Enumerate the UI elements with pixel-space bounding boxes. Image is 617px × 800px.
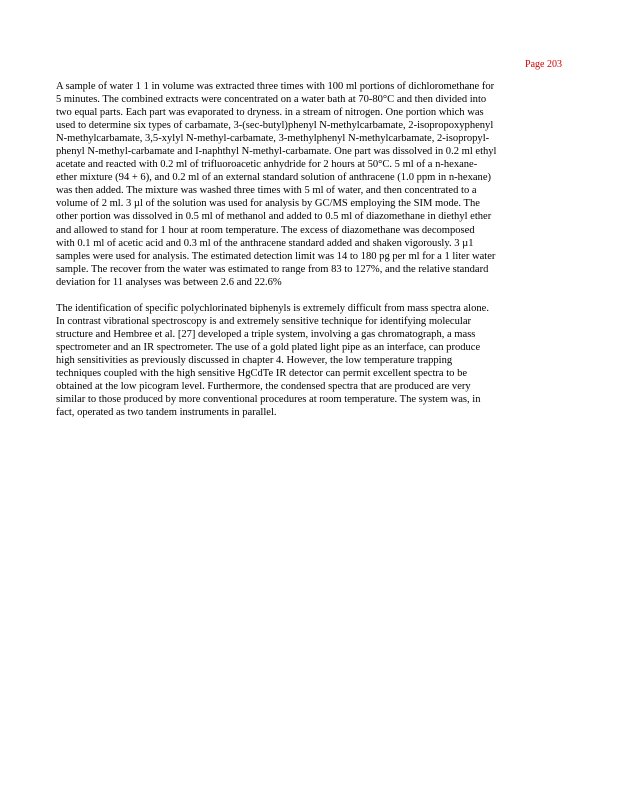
text-line: In contrast vibrational spectroscopy is and extremely sensitive technique for identifying molecular — [56, 315, 472, 327]
text-line: N-methylcarbamate, 3,5-xylyl N-methyl-carbamate, 3-methylphenyl N-methylcarbamate, 2-isopropyl- — [56, 133, 490, 145]
text-line: fact, operated as two tandem instruments in parallel. — [56, 407, 277, 419]
text-line: ether mixture (94 + 6), and 0.2 ml of an external standard solution of anthracene (1.0 ppm in n-hexane) — [56, 172, 492, 184]
text-line: deviation for 11 analyses was between 2.6 and 22.6% — [56, 276, 282, 288]
body-text — [56, 80, 568, 432]
text-line: two equal parts. Each part was evaporated to dryness. in a stream of nitrogen. One portion which was — [56, 107, 484, 119]
paragraph-pcb-identification — [56, 302, 568, 419]
text-line: The identification of specific polychlorinated biphenyls is extremely difficult from mass spectra alone. — [56, 302, 489, 314]
text-line: other portion was dissolved in 0.5 ml of methanol and added to 0.5 ml of diazomethane in diethyl ether — [56, 211, 492, 223]
text-line: techniques coupled with the high sensitive HgCdTe IR detector can permit excellent spectra to be — [56, 367, 468, 379]
text-line: structure and Hembree et al. [27] developed a triple system, involving a gas chromatograph, a mass — [56, 328, 476, 340]
text-line: spectrometer and an IR spectrometer. The use of a gold plated light pipe as an interface, can produce — [56, 341, 481, 353]
text-line: samples were used for analysis. The estimated detection limit was 14 to 180 pg per ml for a 1 liter water — [56, 250, 496, 262]
text-line: with 0.1 ml of acetic acid and 0.3 ml of the anthracene standard added and shaken vigorously. 3 µ1 — [56, 237, 474, 249]
text-line: 5 minutes. The combined extracts were concentrated on a water bath at 70-80°C and then divided into — [56, 94, 487, 106]
text-line: obtained at the low picogram level. Furthermore, the condensed spectra that are produced are very — [56, 381, 471, 393]
text-line: and allowed to stand for 1 hour at room temperature. The excess of diazomethane was decomposed — [56, 224, 475, 236]
text-line: phenyl N-methyl-carbamate and I-naphthyl N-methyl-carbamate. One part was dissolved in 0.2 ml ethyl — [56, 146, 497, 158]
page-number: Page 203 — [525, 59, 562, 70]
paragraph-carbamate-analysis — [56, 80, 568, 289]
text-line: A sample of water 1 1 in volume was extracted three times with 100 ml portions of dichloromethane for — [56, 81, 495, 92]
text-line: sample. The recover from the water was estimated to range from 83 to 127%, and the relative standard — [56, 263, 489, 275]
text-line: was then added. The mixture was washed three times with 5 ml of water, and then concentrated to a — [56, 185, 477, 197]
text-line: high sensitivities as previously discussed in chapter 4. However, the low temperature trapping — [56, 354, 453, 366]
text-line: similar to those produced by more conventional procedures at room temperature. The system was, in — [56, 394, 481, 406]
text-line: acetate and reacted with 0.2 ml of trifluoroacetic anhydride for 2 hours at 50°C. 5 ml of a n-hexane- — [56, 159, 478, 171]
text-line: used to determine six types of carbamate, 3-(sec-butyl)phenyl N-methylcarbamate, 2-isopropoxyphenyl — [56, 120, 494, 132]
text-line: volume of 2 ml. 3 µl of the solution was used for analysis by GC/MS employing the SIM mode. The — [56, 198, 480, 210]
